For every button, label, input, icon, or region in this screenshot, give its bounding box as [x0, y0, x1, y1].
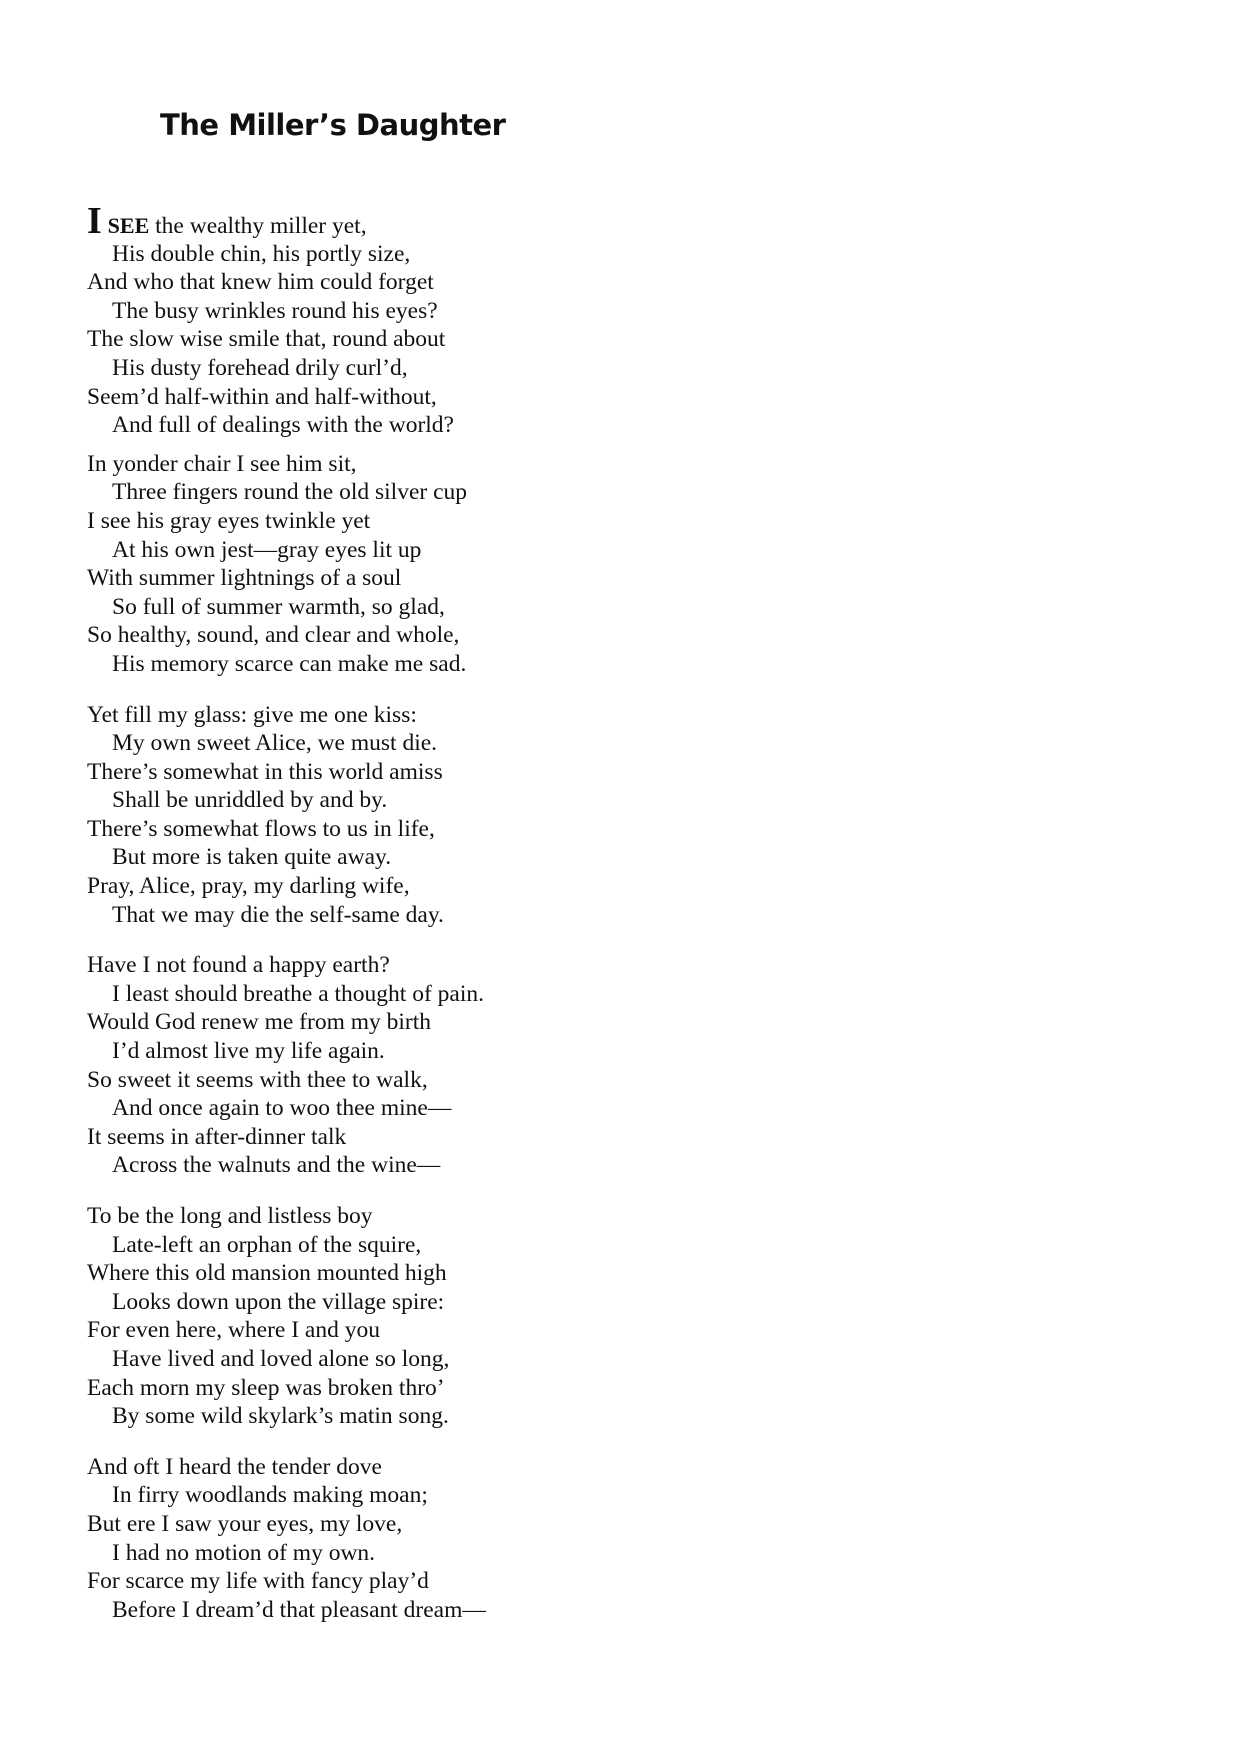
- stanza-2: [87, 450, 647, 679]
- opening-word: SEE: [107, 213, 150, 238]
- poem-line: At his own jest—gray eyes lit up: [112, 536, 422, 563]
- poem-line: Pray, Alice, pray, my darling wife,: [87, 873, 410, 900]
- poem-body: [87, 200, 647, 1646]
- poem-line: Before I dream’d that pleasant dream—: [112, 1596, 486, 1623]
- drop-cap: I: [87, 200, 102, 242]
- stanza-6: [87, 1453, 647, 1625]
- poem-line: And who that knew him could forget: [87, 269, 434, 296]
- poem-line: I least should breathe a thought of pain.: [112, 980, 484, 1007]
- poem-line: Where this old mansion mounted high: [87, 1260, 447, 1287]
- poem-line: To be the long and listless boy: [87, 1203, 373, 1229]
- stanza-1: [87, 200, 647, 440]
- poem-line: The busy wrinkles round his eyes?: [112, 297, 438, 324]
- poem-line: There’s somewhat flows to us in life,: [87, 815, 435, 842]
- poem-line: The slow wise smile that, round about: [87, 326, 446, 353]
- poem-line: Looks down upon the village spire:: [112, 1288, 445, 1315]
- poem-line: And full of dealings with the world?: [112, 412, 454, 439]
- poem-line: Have lived and loved alone so long,: [112, 1345, 450, 1372]
- stanza-3: [87, 701, 647, 930]
- poem-line: Yet fill my glass: give me one kiss:: [87, 701, 417, 728]
- poem-line: For scarce my life with fancy play’d: [87, 1568, 429, 1595]
- poem-line: I see his gray eyes twinkle yet: [87, 507, 371, 534]
- poem-line: By some wild skylark’s matin song.: [112, 1403, 449, 1430]
- poem-line: I had no motion of my own.: [112, 1539, 376, 1566]
- poem-line: Would God renew me from my birth: [87, 1009, 432, 1036]
- poem-line: But more is taken quite away.: [112, 844, 392, 871]
- poem-line: And oft I heard the tender dove: [87, 1453, 382, 1480]
- poem-line: That we may die the self-same day.: [112, 901, 444, 928]
- poem-line: And once again to woo thee mine—: [112, 1095, 452, 1122]
- poem-line: His dusty forehead drily curl’d,: [112, 354, 408, 381]
- poem-line: So full of summer warmth, so glad,: [112, 593, 445, 620]
- poem-line: In yonder chair I see him sit,: [87, 450, 357, 477]
- opening-rest: the wealthy miller yet,: [149, 213, 367, 239]
- poem-title: The Miller’s Daughter: [160, 108, 506, 142]
- poem-line: Late-left an orphan of the squire,: [112, 1231, 422, 1258]
- poem-line: [87, 200, 647, 242]
- poem-line: Each morn my sleep was broken thro’: [87, 1374, 445, 1401]
- poem-line: It seems in after-dinner talk: [87, 1123, 347, 1150]
- poem-line: So healthy, sound, and clear and whole,: [87, 622, 460, 649]
- poem-line: Have I not found a happy earth?: [87, 952, 390, 979]
- poem-line: I’d almost live my life again.: [112, 1038, 385, 1065]
- stanza-4: [87, 951, 647, 1180]
- poem-line: His double chin, his portly size,: [112, 240, 411, 267]
- poem-line: Three fingers round the old silver cup: [112, 479, 468, 506]
- poem-line: But ere I saw your eyes, my love,: [87, 1510, 403, 1537]
- poem-line: Shall be unriddled by and by.: [112, 787, 388, 814]
- poem-line: My own sweet Alice, we must die.: [112, 730, 438, 757]
- poem-line: His memory scarce can make me sad.: [112, 650, 467, 677]
- poem-line: So sweet it seems with thee to walk,: [87, 1066, 428, 1093]
- poem-line: With summer lightnings of a soul: [87, 565, 402, 592]
- poem-line: In firry woodlands making moan;: [112, 1482, 428, 1509]
- stanza-5: [87, 1202, 647, 1431]
- poem-line: Seem’d half-within and half-without,: [87, 383, 437, 410]
- poem-line: For even here, where I and you: [87, 1317, 380, 1344]
- poem-line: Across the walnuts and the wine—: [112, 1152, 441, 1179]
- poem-line: There’s somewhat in this world amiss: [87, 758, 443, 785]
